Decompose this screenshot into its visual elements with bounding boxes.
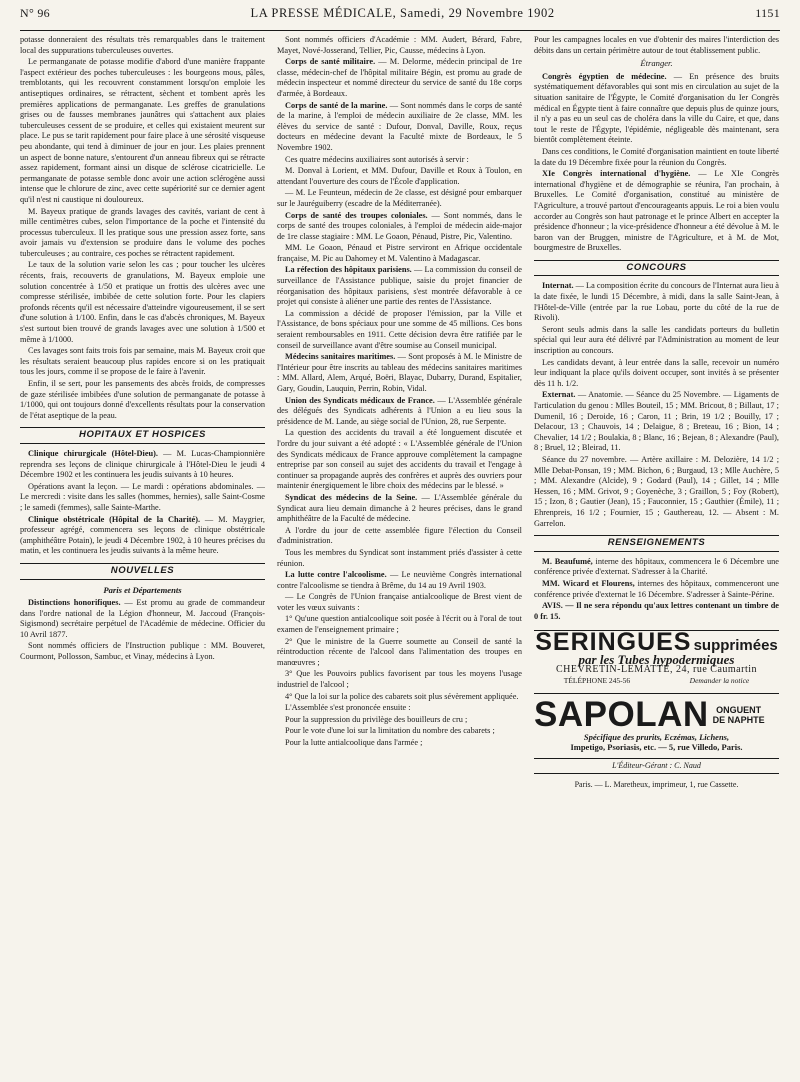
article-paragraph <box>277 637 522 669</box>
paragraph-text: internes des hôpitaux, commenceront une conférence privée d'externat le 16 Décembre. S'adresser à Sainte-Périne. <box>534 578 779 599</box>
ad-product-line1: ONGUENT <box>716 704 762 715</box>
article-paragraph <box>277 101 522 154</box>
article-paragraph <box>20 641 265 662</box>
paragraph-lead: AVIS. — Il ne sera répondu qu'aux lettres contenant un timbre de 0 fr. 15. <box>534 601 779 621</box>
paragraph-text: MM. Le Goaon, Pénaud et Pistre serviront en Afrique occidentale française, M. Pic au Dahomey et M. Valentino à Madagascar. <box>277 243 522 263</box>
paragraph-text: Sont nommés officiers d'Académie : MM. Audert, Bérard, Fabre, Mayet, Nové-Josserand, Tellier, Pic, Causse, médecins à Lyon. <box>277 35 522 55</box>
article-paragraph <box>277 265 522 307</box>
printer-line: Paris. — L. Maretheux, imprimeur, 1, rue Cassette. <box>574 780 739 790</box>
article-paragraph <box>277 592 522 613</box>
paragraph-lead: Distinctions honorifiques. <box>28 598 121 608</box>
article-paragraph <box>277 188 522 209</box>
article-paragraph <box>534 325 779 357</box>
paragraph-lead: Congrès égyptien de médecine. <box>542 71 667 81</box>
ad-brand: SERINGUES <box>535 628 692 657</box>
article-paragraph: Ces lavages sont faits trois fois par semaine, mais M. Bayeux croit que les résultats seraient beaucoup plus rapides encore si on les pratiquait tous les jours, comme il se propose de le faire à l'avenir. <box>20 346 265 377</box>
paragraph-lead: Clinique chirurgicale (Hôtel-Dieu). <box>28 448 158 458</box>
article-paragraph <box>534 557 779 578</box>
article-paragraph <box>277 35 522 56</box>
paragraph-text: 1° Qu'une question antialcoolique soit posée à l'écrit ou à l'oral de tout examen de l'enseignement primaire ; <box>277 614 522 635</box>
issue-number: N° 96 <box>20 6 50 20</box>
paragraph-lead: Clinique obstétricale (Hôpital de la Charité). <box>28 514 201 524</box>
article-paragraph <box>534 390 779 454</box>
subsection-paris-departements: Paris et Départements <box>103 584 182 595</box>
article-paragraph <box>277 570 522 591</box>
publication-title: LA PRESSE MÉDICALE, Samedi, 29 Novembre 1902 <box>250 6 555 20</box>
article-paragraph <box>277 669 522 690</box>
paragraph-text: 2° Que le ministre de la Guerre soumette au Conseil de santé la réintroduction récente de l'alcool dans l'alimentation des troupes en manœuvres ; <box>277 636 522 667</box>
article-paragraph <box>277 526 522 547</box>
article-paragraph <box>277 703 522 714</box>
paragraph-lead: La réfection des hôpitaux parisiens. <box>285 265 412 275</box>
article-paragraph <box>277 243 522 264</box>
paragraph-text: Pour la suppression du privilège des bouilleurs de cru ; <box>285 714 468 724</box>
article-paragraph: Le taux de la solution varie selon les cas ; pour toucher les ulcères récents, frais, recouverts de granulations, M. Bayeux emploie une solution concentrée à 1/50 et pratique un frottis des ulcères avec une compresse stérilisée, imbibée de cette solution forte. Pour les clapiers profonds récents qu'il est nécessaire d'atteindre vigoureusement, il se sert d'une solution à 1/100. Enfin, dans le cas d'abcès chroniques, M. Bayeux s'est surtout bien trouvé de grands lavages avec une solution à 1/500 et même à 1/1000. <box>20 260 265 344</box>
paragraph-text: — Anatomie. — Séance du 25 Novembre. — Ligaments de l'articulation du genou : Mlles Bouteil, 15 ; MM. Bricout, 8 ; Billaut, 17 ; Dumenil, 16 ; Deroide, 16 ; Caron, 11 ; Brin, 19 1/2 ; Bouilly, 17 ; Delacour, 13 ; Chauvois, 14 ; Delaigue, 8 ; Breteau, 16 ; Bion, 14 ; Chevalier, 14 1/2 ; Boulakia, 8 ; Blanc, 16 ; Bejean, 8 ; Alexandre (Paul), 8 ; Bruel, 12 ; Bleirad, 11. <box>534 390 779 453</box>
paragraph-lead: MM. Wicard et Flourens, <box>542 578 635 588</box>
paragraph-text: — Sont nommés, dans le corps de santé des troupes coloniales, à l'emploi de médecin aide-major de 1re classe stagiaire : MM. Le Goaon, Pénaud, Pistre, Pic, Valentino. <box>277 210 522 241</box>
paragraph-text: Séance du 27 novembre. — Artère axillaire : M. Delozière, 14 1/2 ; Mlle Debat-Ponsan, 19 ; MM. Bichon, 6 ; Burgaud, 13 ; Mlle Auchère, 5 ; MM. Alexandre (Alcide), 9 ; Godard (Paul), 14 ; Gillet, 14 ; Mlle Hessen, 16 ; MM. Grivot, 9 ; Goyenèche, 3 ; Graillon, 5 ; Foy (Robert), 15 ; Izon, 8 ; Gautier (Jean), 15 ; Fauconnier, 15 ; Gauthier (Émile), 11 ; Ehrenpreis, 16 1/2 ; Fournier, 15 ; Gauthereau, 12. — Absent : M. Garrelon. <box>534 454 779 528</box>
ad-brand-suffix: supprimées <box>693 637 778 655</box>
article-paragraph: M. Bayeux pratique de grands lavages des cavités, variant de cent à mille centimètres cubes, selon l'importance de la poche et l'intensité du processus tuberculeux. Il les pratique sous une pression assez forte, sans avoir jamais vu d'extension se produire dans le volume des poches tuberculeuses ; au contraire, ces poches se rétractent rapidement. <box>20 206 265 258</box>
paragraph-text: — Le neuvième Congrès international contre l'alcoolisme se tiendra à Brême, du 14 au 19 Avril 1903. <box>277 570 522 590</box>
paragraph-text: — La composition écrite du concours de l'Internat aura lieu à la date fixée, le lundi 15 Décembre, à midi, dans la salle Saint-Jean, à l'Hôtel-de-Ville (entrée par la rue Lobau, porte du côté de la rue de Rivoli). <box>534 281 779 323</box>
article-paragraph <box>277 352 522 394</box>
column-1 <box>20 35 265 1071</box>
paragraph-text: Les candidats devant, à leur entrée dans la salle, recevoir un numéro leur indiquant la place qu'ils doivent occuper, sont invités à se présenter dès 11 h. 1/2. <box>534 357 779 388</box>
paragraph-text: Tous les membres du Syndicat sont instamment priés d'assister à cette réunion. <box>277 547 522 568</box>
paragraph-text: L'Assemblée s'est prononcée ensuite : <box>285 703 411 713</box>
paragraph-text: — L'Assemblée générale des délégués des Syndicats adhérents à l'Union a eu lieu sous la présidence de M. Lande, au siège social de l'Union, 28, rue Serpente. <box>277 395 522 426</box>
paragraph-text: — Sont nommés dans le corps de santé de la marine, à l'emploi de médecin auxiliaire de 2e classe, MM. les élèves du service de santé : Dufour, Donval, Daville, Roux, reçus docteurs en médecine devant la Faculté mixte de Bordeaux, le 5 Novembre 1902. <box>277 100 522 152</box>
paragraph-text: — L'Assemblée générale du Syndicat aura lieu demain dimanche à 2 heures précises, dans le grand amphithéâtre de la Faculté de médecine. <box>277 492 522 524</box>
article-paragraph <box>534 601 779 622</box>
article-paragraph: potasse donneraient des résultats très remarquables dans le traitement local des suppurations tuberculeuses ouvertes. <box>20 35 265 55</box>
paragraph-text: La commission a décidé de proposer l'émission, par la Ville et l'Assistance, de bons spéciaux pour une somme de 45 millions. Ces bons seraient remboursables en 1911. Cette décision devra être ratifiée par le conseil de surveillance avant d'être soumise au Conseil municipal. <box>277 308 522 350</box>
paragraph-lead: Internat. <box>542 281 574 291</box>
paragraph-lead: Médecins sanitaires maritimes. <box>285 352 396 362</box>
advertisement-sapolan <box>534 693 779 732</box>
article-paragraph: Enfin, il se sert, pour les pansements des abcès froids, de compresses de gaze stérilisée imbibées d'une solution de permanganate de potasse à 1/1000, qui ont toujours donné d'excellents résultats pour la conservation de l'état aseptique de la peau. <box>20 379 265 420</box>
ad-notice: Demander la notice <box>689 676 750 686</box>
paragraph-text: — Le XIe Congrès international d'hygiène et de démographie se réunira, l'an prochain, à Bruxelles. Le Comité d'organisation, constitué au ministère de l'Agriculture, a trouvé partout d'encourageants appuis. Le roi a bien voulu accorder au Congrès son haut patronage et le prince Albert en accepter la présidence d'honneur ; la vice-présidence d'honneur a été dévolue à M. le baron van der Bruggen, ministre de l'Agriculture, et à M. de Mot, bourgmestre de Bruxelles. <box>534 169 779 253</box>
section-concours: CONCOURS <box>534 260 779 277</box>
article-paragraph <box>20 449 265 481</box>
article-paragraph <box>20 515 265 557</box>
paragraph-text: — En présence des bruits systématiquement défavorables qui sont mis en circulation au sujet de la situation sanitaire de l'Égypte, le Comité d'organisation du Ier Congrès médical en Égypte tient à faire connaître que depuis plus de quinze jours, il n'y a pas eu un seul cas de choléra dans la ville du Caire, et que, dans tout le reste de l'Égypte, l'épidémie, négligeable dès maintenant, sera bientôt complètement éteinte. <box>534 71 779 145</box>
paragraph-lead: Syndicat des médecins de la Seine. <box>285 492 418 502</box>
paragraph-text: Sont nommés officiers de l'Instruction publique : MM. Bouveret, Courmont, Pollosson, Sambuc, et Vinay, médecins à Lyon. <box>20 641 265 662</box>
article-paragraph <box>277 155 522 166</box>
section-hopitaux: HOPITAUX ET HOSPICES <box>20 427 265 444</box>
article-paragraph <box>20 482 265 514</box>
paragraph-text: 3° Que les Pouvoirs publics favorisent par tous les moyens l'usage industriel de l'alcool ; <box>277 669 522 690</box>
paragraph-text: Pour la lutte antialcoolique dans l'armée ; <box>285 738 423 747</box>
ad-description-line2: Impetigo, Psoriasis, etc. — 5, rue Villedo, Paris. <box>570 742 743 753</box>
ad-description-line1: Spécifique des prurits, Eczémas, Lichens, <box>583 731 730 742</box>
paragraph-text: La question des accidents du travail a été longuement discutée et l'ordre du jour suivant a été adopté : « L'Assemblée générale de l'Union des Syndicats médicaux de France approuve complètement la campagne entreprise par son conseil au sujet des accidents du travail et l'engage à continuer sa propagande auprès des confrères et auprès des ouvriers pour maintenir énergiquement le libre choix des médecins par le blessé. » <box>277 428 522 491</box>
article-paragraph <box>534 169 779 254</box>
ad-address: CHEVRETIN-LEMATTE, 24, rue Caumartin <box>555 664 758 676</box>
paragraph-text: Ces quatre médecins auxiliaires sont autorisés à servir : <box>285 154 469 164</box>
subsection-etranger: Étranger. <box>640 58 673 69</box>
article-paragraph <box>277 738 522 749</box>
paragraph-lead: M. Beaufumé, <box>542 556 593 566</box>
article-paragraph <box>277 57 522 99</box>
paragraph-lead: Corps de santé des troupes coloniales. <box>285 210 428 220</box>
paragraph-text: 4° Que la loi sur la police des cabarets soit plus sévèrement appliquée. <box>285 691 519 701</box>
article-paragraph <box>277 715 522 726</box>
paragraph-text: — M. Delorme, médecin principal de 1re classe, médecin-chef de l'hôpital militaire Bégin, est promu au grade de médecin inspecteur et nommé directeur du service de santé du 18e corps d'armée, à Bordeaux. <box>277 57 522 98</box>
ad-product-line2: DE NAPHTE <box>712 714 765 725</box>
paragraph-lead: Externat. <box>542 390 576 400</box>
article-paragraph <box>20 598 265 640</box>
article-paragraph <box>277 428 522 492</box>
column-3 <box>534 35 779 1071</box>
paragraph-lead: XIe Congrès international d'hygiène. <box>542 169 691 179</box>
article-paragraph <box>534 281 779 323</box>
article-paragraph <box>277 309 522 351</box>
paragraph-text: — M. Maygrier, professeur agrégé, commencera ses leçons de clinique obstétricale (amphithéâtre Potain), le jeudi 4 Décembre 1902, à 10 heures précises du matin, et les continuera les jeudis suivants à la même heure. <box>20 514 265 556</box>
paragraph-text: Seront seuls admis dans la salle les candidats porteurs du bulletin spécial qui leur aura été délivré par l'Administration au moment de leur inscription au concours. <box>534 324 779 356</box>
paragraph-lead: La lutte contre l'alcoolisme. <box>285 570 387 580</box>
paragraph-text: Opérations avant la leçon. — Le mardi : opérations abdominales. — Le mercredi : visite dans les salles (hommes, hernies), salle Saint-Cosme ; le samedi (femmes), salle Sainte-Marthe. <box>20 481 265 512</box>
page-header <box>20 6 780 31</box>
paragraph-lead: Corps de santé militaire. <box>285 57 376 67</box>
article-paragraph <box>534 579 779 600</box>
article-paragraph <box>534 72 779 146</box>
paragraph-text: interne des hôpitaux, commencera le 6 Décembre une conférence privée d'externat. S'adresser à la Charité. <box>534 556 779 577</box>
paragraph-text: — Est promu au grade de commandeur dans l'ordre national de la Légion d'honneur, M. Jaccoud (François-Sigismond) secrétaire perpétuel de l'Académie de médecine. Officier du 10 Avril 1877. <box>20 598 265 639</box>
article-paragraph <box>277 211 522 243</box>
paragraph-lead: Union des Syndicats médicaux de France. <box>285 395 435 405</box>
ad-tagline: par les Tubes hypodermiques <box>578 651 735 667</box>
ad-phone: TÉLÉPHONE 245-56 <box>563 676 631 686</box>
newspaper-page <box>20 0 780 1076</box>
article-paragraph <box>277 396 522 428</box>
paragraph-text: Dans ces conditions, le Comité d'organisation maintient en toute liberté la date du 19 Décembre fixée pour la réunion du Congrès. <box>534 146 779 167</box>
paragraph-text: — Le Congrès de l'Union française antialcoolique de Brest vient de voter les vœux suivants : <box>277 592 522 612</box>
ad-brand: SAPOLAN <box>534 694 709 734</box>
page-number: 1151 <box>755 6 780 20</box>
paragraph-text: Pour le vote d'une loi sur la limitation du nombre des cabarets ; <box>285 726 495 736</box>
article-paragraph: Pour les campagnes locales en vue d'obtenir des maires l'interdiction des débits dans un certain périmètre autour de tout établissement public. <box>534 35 779 55</box>
article-paragraph <box>534 358 779 390</box>
paragraph-lead: Corps de santé de la marine. <box>285 100 388 110</box>
article-paragraph <box>277 493 522 525</box>
article-paragraph <box>277 692 522 703</box>
article-paragraph: Le permanganate de potasse modifie d'abord d'une manière frappante l'aspect extérieur des poches tuberculeuses : les bourgeons mous, pâles, tremblotants, qui les recouvrent constamment lorsqu'on emploie les antiseptiques ordinaires, se rétractent, sèchent et tombent après les premières applications de permanganate. Les greffes de granulations grises ou de fausses membranes jaunâtres qui s'attachent aux plaies tuberculeuses cessent de se produire, et celles qui existaient meurent sur place. Le pus se tarit rapidement pour faire place à une sérosité visqueuse peu abondante, qui tend à diminuer de jour en jour. Les plaies prennent un aspect de bonne nature, s'entourent d'un anneau fibreux qui se rétracte assez rapidement, formant ainsi un disque de sclérose cicatricielle. Le permanganate de potasse semble donc avoir une action sclérogène aussi intense que le chlorure de zinc, avec cette supériorité sur ce dernier agent qu'il n'est ni caustique ni douloureux. <box>20 57 265 204</box>
column-2 <box>277 35 522 1071</box>
section-nouvelles: NOUVELLES <box>20 563 265 580</box>
article-paragraph <box>277 614 522 635</box>
article-paragraph <box>534 455 779 529</box>
section-renseignements: RENSEIGNEMENTS <box>534 535 779 552</box>
paragraph-text: — M. Lucas-Championnière reprendra ses leçons de clinique chirurgicale à l'Hôtel-Dieu le jeudi 4 Décembre 1902 et les continuera les jeudis suivants à 10 heures. <box>20 448 265 480</box>
advertisement-seringues <box>534 630 779 686</box>
editor-line: L'Éditeur-Gérant : C. Naud <box>534 758 779 775</box>
paragraph-text: A l'ordre du jour de cette assemblée figure l'élection du Conseil d'administration. <box>277 525 522 546</box>
article-paragraph <box>277 166 522 187</box>
paragraph-text: — M. Le Feunteun, médecin de 2e classe, est désigné pour embarquer sur le Jauréguiberry (escadre de la Méditerranée). <box>277 188 522 208</box>
paragraph-text: — Sont proposés à M. le Ministre de l'Intérieur pour être inscrits au tableau des médecins sanitaires maritimes : MM. Allard, Alem, Arqué, Boëri, Blayac, Dubarry, Durand, Espitalier, Gary, Goudin, Lauquin, Perrin, Robin, Vidal. <box>277 352 522 393</box>
paragraph-text: M. Donval à Lorient, et MM. Dufour, Daville et Roux à Toulon, en attendant l'ouverture des cours de l'École d'application. <box>277 166 522 186</box>
article-paragraph <box>277 726 522 737</box>
article-paragraph <box>534 147 779 168</box>
article-paragraph <box>277 548 522 569</box>
paragraph-text: — La commission du conseil de surveillance de l'Assistance publique, saisie du projet financier de réorganisation des hôpitaux parisiens, s'est montrée défavorable à ce projet qui consiste à aliéner une partie des rentes de l'Assistance. <box>277 265 522 307</box>
